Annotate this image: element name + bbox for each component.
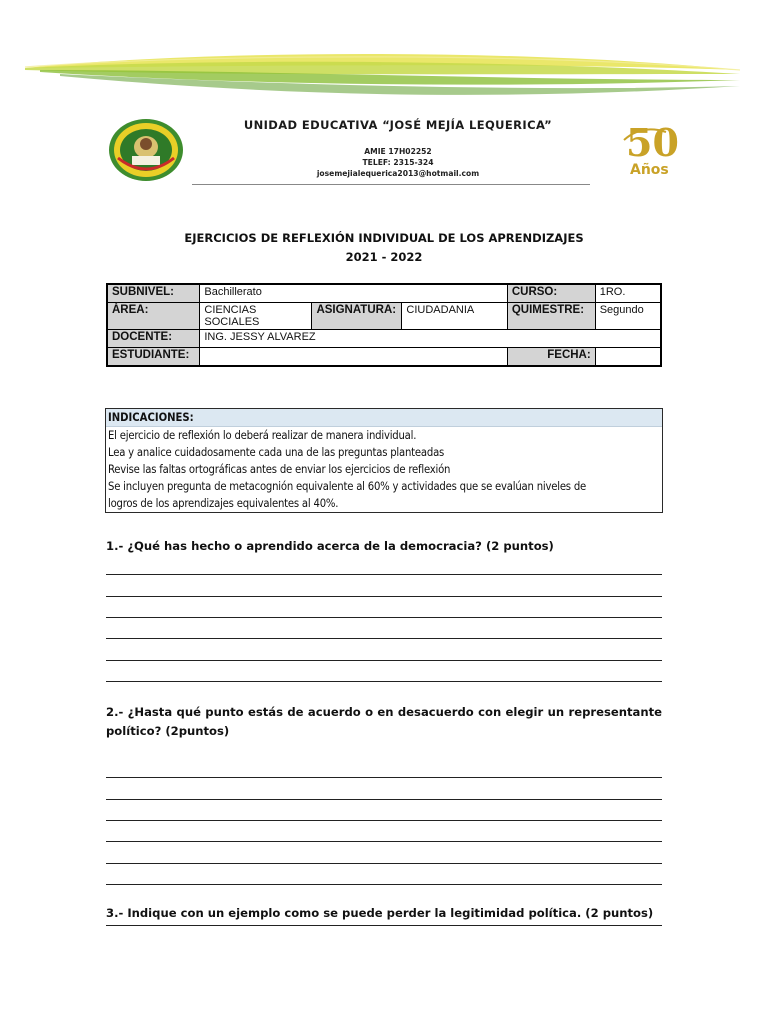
- answer-line-q1[interactable]: [106, 660, 662, 661]
- school-name: UNIDAD EDUCATIVA “JOSÉ MEJÍA LEQUERICA”: [243, 118, 553, 132]
- estudiante-label: ESTUDIANTE:: [107, 348, 200, 367]
- answer-line-q1[interactable]: [106, 574, 662, 575]
- docente-value: ING. JESSY ALVAREZ: [200, 330, 661, 348]
- table-row: [107, 284, 661, 303]
- curso-value: 1RO.: [595, 284, 661, 303]
- document-title: EJERCICIOS DE REFLEXIÓN INDIVIDUAL DE LOS APRENDIZAJES: [184, 231, 584, 245]
- indicaciones-heading: INDICACIONES:: [106, 409, 662, 427]
- answer-line-q2[interactable]: [106, 820, 662, 821]
- table-row: [107, 330, 661, 348]
- answer-line-q2[interactable]: [106, 799, 662, 800]
- question-3: 3.- Indique con un ejemplo como se puede perder la legitimidad política. (2 puntos): [106, 906, 654, 920]
- quimestre-label: QUIMESTRE:: [507, 303, 595, 330]
- indicacion-line: Se incluyen pregunta de metacognión equivalente al 60% y actividades que se evalúan niveles de: [108, 480, 587, 493]
- asignatura-value: CIUDADANIA: [402, 303, 507, 330]
- area-value-line1: CIENCIAS: [204, 304, 257, 316]
- area-label: ÁREA:: [107, 303, 200, 330]
- area-value: [200, 303, 312, 330]
- table-row: [107, 303, 661, 330]
- answer-line-q2[interactable]: [106, 841, 662, 842]
- school-email: josemejialequerica2013@hotmail.com: [316, 169, 480, 178]
- indicacion-line: Revise las faltas ortográficas antes de enviar los ejercicios de reflexión: [108, 463, 451, 476]
- answer-line-q3[interactable]: [106, 925, 662, 926]
- curso-label: CURSO:: [507, 284, 595, 303]
- indicaciones-box: [105, 408, 663, 513]
- subnivel-label: SUBNIVEL:: [107, 284, 200, 303]
- estudiante-field[interactable]: [200, 348, 507, 367]
- subnivel-value: Bachillerato: [200, 284, 507, 303]
- table-row: [107, 348, 661, 367]
- anniversary-label: Años: [630, 162, 669, 178]
- school-seal-logo: [108, 118, 184, 182]
- answer-line-q2[interactable]: [106, 777, 662, 778]
- school-amie: AMIE 17H02252: [364, 147, 432, 156]
- area-value-line2: SOCIALES: [204, 316, 260, 328]
- school-header: [190, 118, 586, 179]
- anniversary-50-logo: [622, 122, 684, 178]
- anniversary-number: 50: [626, 122, 679, 165]
- indicacion-line: logros de los aprendizajes equivalentes al 40%.: [108, 497, 339, 510]
- docente-label: DOCENTE:: [107, 330, 200, 348]
- answer-line-q2[interactable]: [106, 863, 662, 864]
- asignatura-label: ASIGNATURA:: [312, 303, 402, 330]
- indicacion-line: El ejercicio de reflexión lo deberá realizar de manera individual.: [108, 429, 417, 442]
- quimestre-value: Segundo: [595, 303, 661, 330]
- school-phone: TELEF: 2315-324: [362, 158, 434, 167]
- fecha-label: FECHA:: [507, 348, 595, 367]
- header-swoosh-decoration: [0, 40, 768, 110]
- indicacion-line: Lea y analice cuidadosamente cada una de las preguntas planteadas: [108, 446, 445, 459]
- answer-line-q1[interactable]: [106, 638, 662, 639]
- student-info-table: [106, 283, 662, 367]
- question-1: 1.- ¿Qué has hecho o aprendido acerca de la democracia? (2 puntos): [106, 539, 554, 553]
- answer-line-q1[interactable]: [106, 617, 662, 618]
- question-2: 2.- ¿Hasta qué punto estás de acuerdo o en desacuerdo con elegir un representante político? (2puntos): [106, 705, 662, 738]
- answer-line-q2[interactable]: [106, 884, 662, 885]
- answer-line-q1[interactable]: [106, 596, 662, 597]
- fecha-field[interactable]: [595, 348, 661, 367]
- header-divider: [192, 184, 590, 185]
- document-year: 2021 - 2022: [345, 250, 423, 264]
- answer-line-q1[interactable]: [106, 681, 662, 682]
